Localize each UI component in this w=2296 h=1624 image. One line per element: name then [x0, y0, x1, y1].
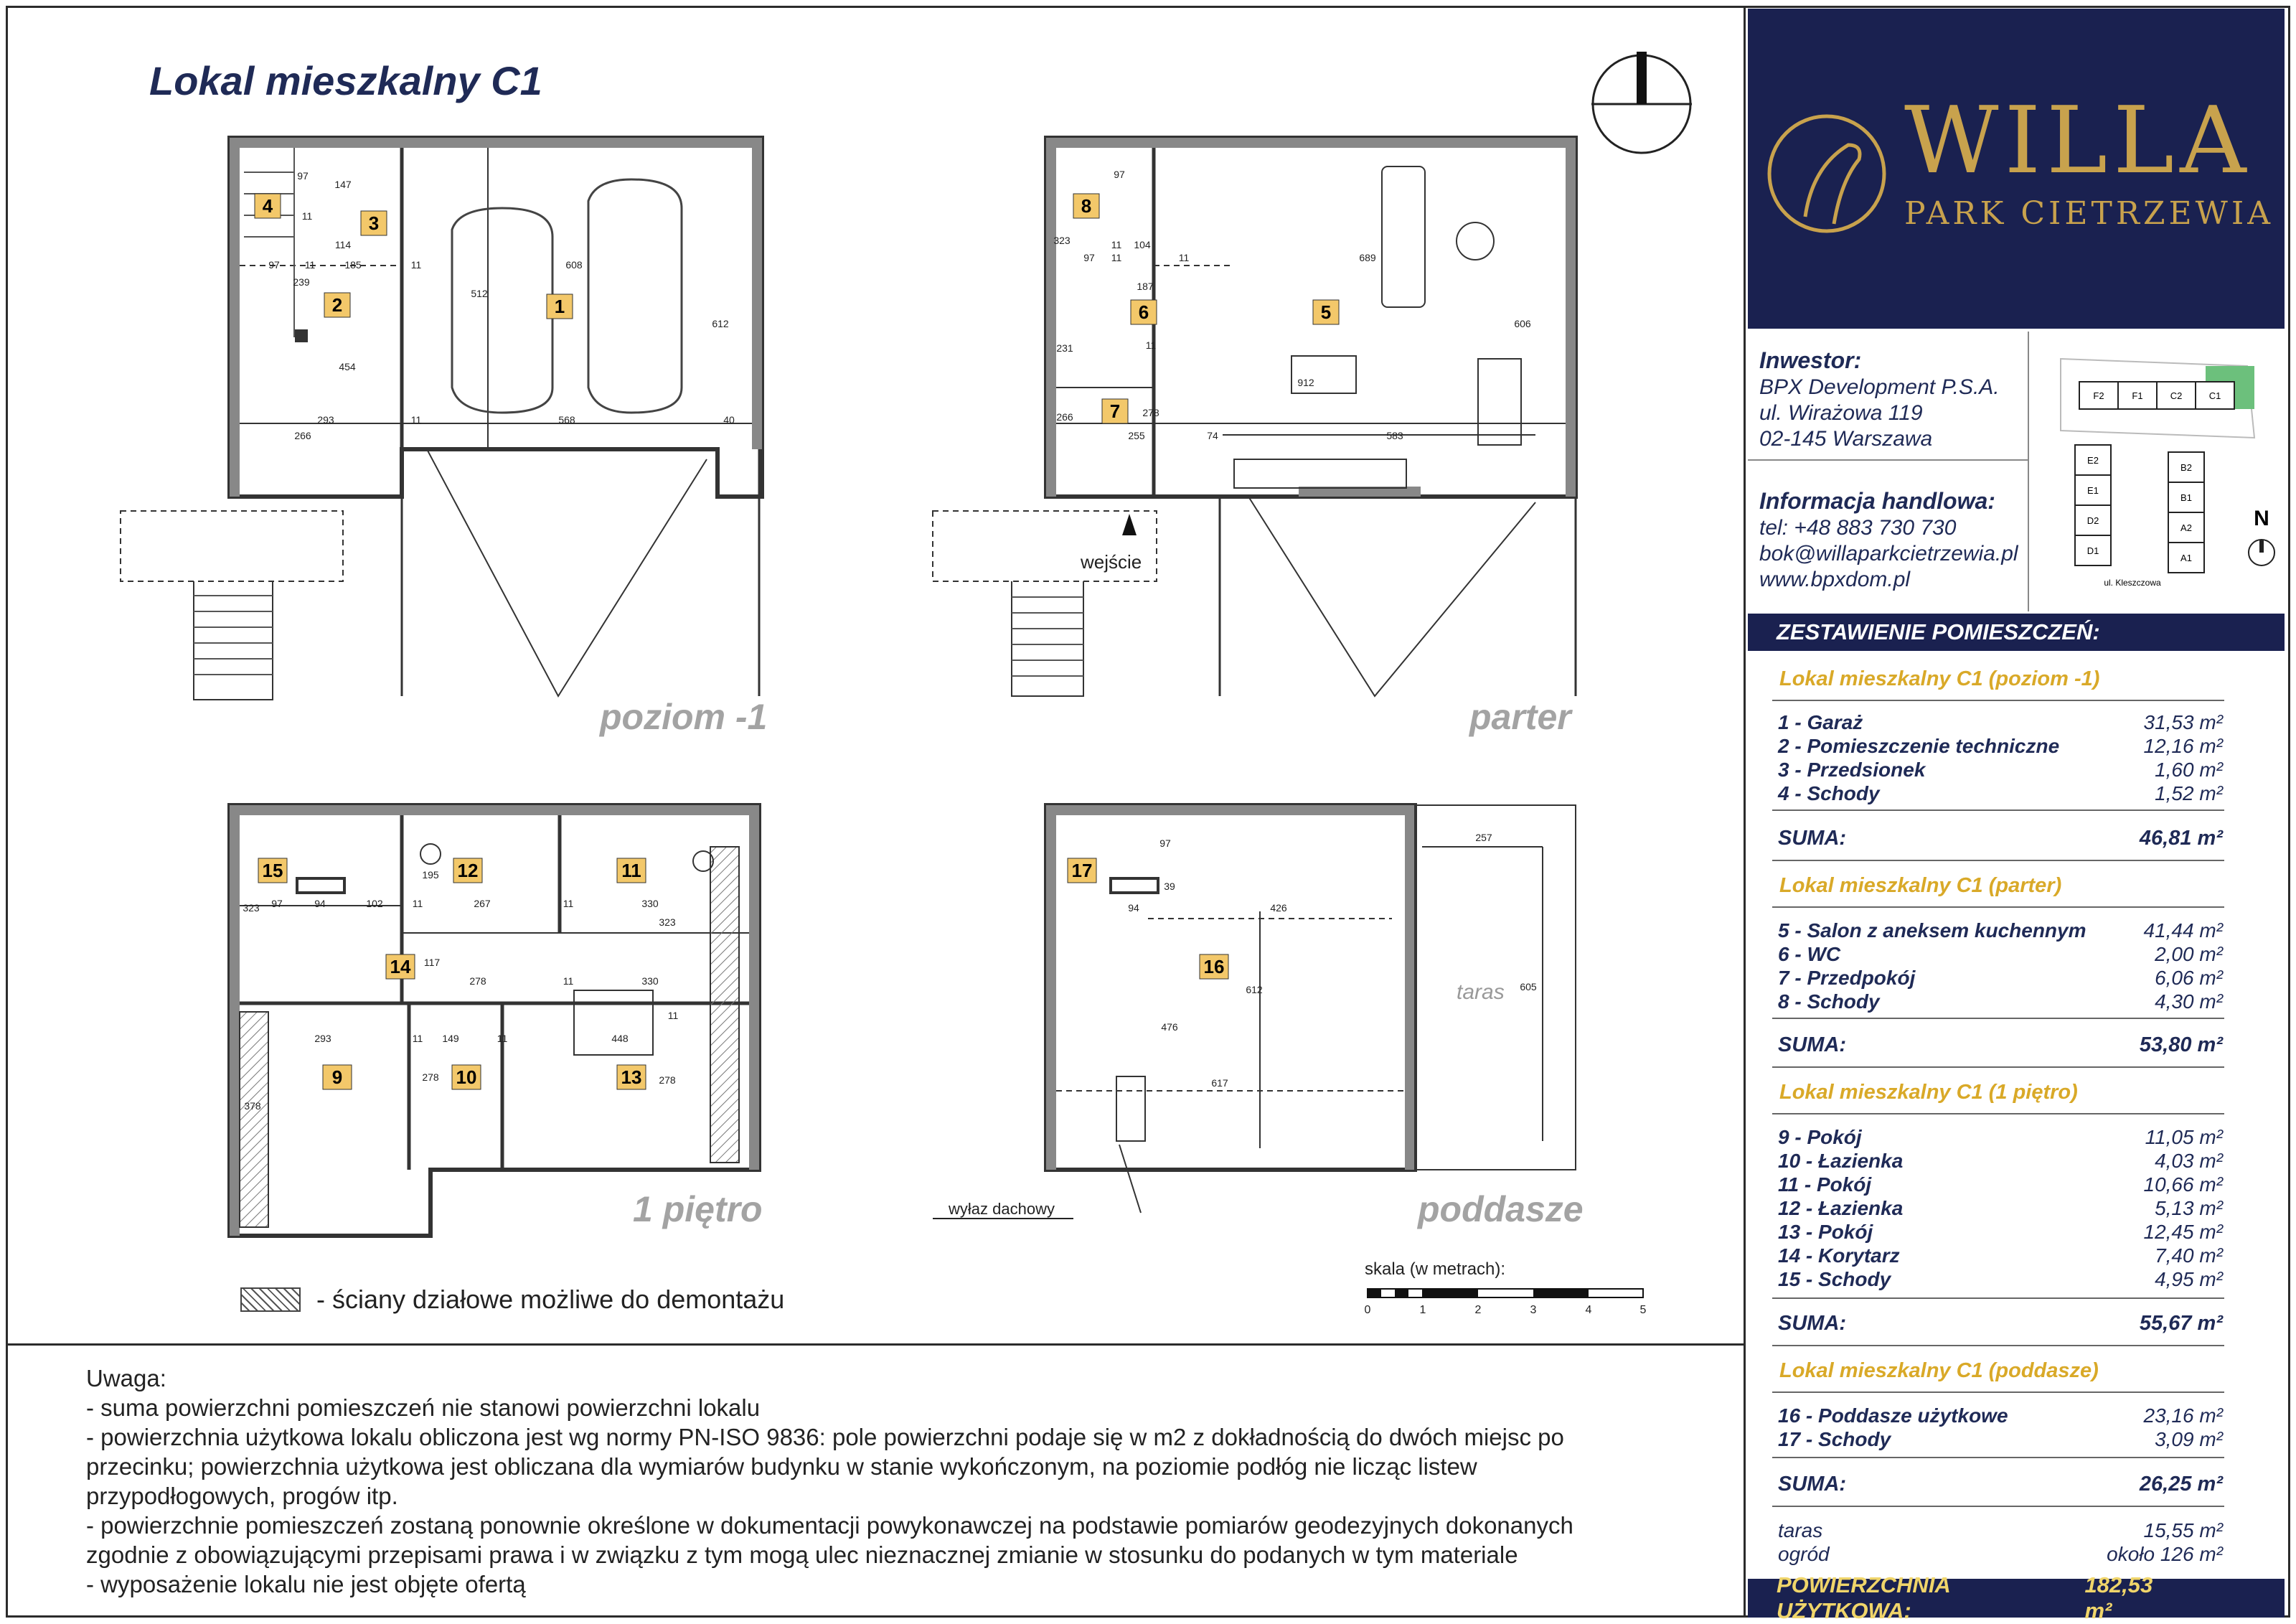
svg-text:2: 2: [331, 294, 343, 316]
section-sum: SUMA: 55,67 m²: [1778, 1312, 2223, 1335]
svg-text:14: 14: [390, 956, 411, 977]
svg-text:11: 11: [497, 1033, 508, 1044]
svg-text:5: 5: [1639, 1304, 1647, 1316]
svg-text:689: 689: [1359, 252, 1376, 263]
svg-text:323: 323: [1053, 235, 1071, 246]
svg-text:187: 187: [1137, 281, 1154, 292]
svg-text:102: 102: [366, 898, 383, 909]
svg-text:114: 114: [334, 239, 352, 250]
room-badge-8: [1073, 194, 1099, 218]
room-badge-17: [1068, 858, 1096, 883]
svg-text:11: 11: [1145, 339, 1157, 351]
room-badge-1: [547, 294, 573, 319]
svg-text:608: 608: [565, 259, 583, 271]
svg-text:3: 3: [1530, 1304, 1537, 1316]
scale-bar: [1365, 1259, 1647, 1316]
svg-text:231: 231: [1056, 342, 1073, 354]
svg-text:97: 97: [1083, 252, 1095, 263]
svg-text:278: 278: [1142, 407, 1159, 418]
section-title: Lokal mieszkalny C1 (poddasze): [1779, 1359, 2099, 1382]
room-badge-10: [452, 1065, 481, 1089]
svg-text:12: 12: [457, 860, 479, 881]
svg-text:4: 4: [1585, 1304, 1592, 1316]
plan-ground: [933, 138, 1576, 696]
svg-text:3: 3: [368, 212, 380, 234]
svg-text:11: 11: [301, 210, 313, 222]
table-rule: [1772, 1506, 2224, 1507]
section-rooms: [1778, 1404, 2223, 1451]
room-row: 2 - Pomieszczenie techniczne 12,16 m²: [1778, 735, 2223, 757]
investor-label: Inwestor:: [1759, 347, 1862, 373]
section-rooms: [1778, 1125, 2223, 1291]
room-row: 5 - Salon z aneksem kuchennym 41,44 m²: [1778, 919, 2223, 942]
svg-text:454: 454: [339, 361, 356, 372]
svg-text:2: 2: [1474, 1304, 1482, 1316]
terrace-label: taras: [1457, 980, 1505, 1004]
notes-line: - suma powierzchni pomieszczeń nie stanowi powierzchni lokalu: [86, 1394, 761, 1421]
svg-text:skala (w metrach):: skala (w metrach):: [1365, 1259, 1506, 1279]
svg-text:11: 11: [667, 1010, 679, 1021]
room-row: 11 - Pokój 10,66 m²: [1778, 1173, 2223, 1196]
svg-text:266: 266: [294, 430, 311, 441]
table-rule: [1772, 1297, 2224, 1299]
svg-text:476: 476: [1161, 1021, 1178, 1033]
sales-web: www.bpxdom.pl: [1759, 568, 1911, 591]
svg-text:11: 11: [304, 259, 316, 271]
room-row: 12 - Łazienka 5,13 m²: [1778, 1197, 2223, 1219]
total-area: [1748, 1572, 2285, 1623]
svg-text:B1: B1: [2180, 492, 2192, 503]
svg-text:267: 267: [474, 898, 491, 909]
notes: [86, 1363, 1693, 1599]
svg-text:617: 617: [1211, 1077, 1228, 1089]
svg-text:257: 257: [1475, 832, 1492, 843]
svg-text:16: 16: [1203, 956, 1225, 977]
svg-text:E2: E2: [2087, 455, 2099, 466]
table-rule: [1772, 1018, 2224, 1019]
svg-text:583: 583: [1386, 430, 1403, 441]
sales-label: Informacja handlowa:: [1759, 488, 1995, 514]
plan-basement: [121, 138, 762, 700]
plan-first: [230, 805, 759, 1236]
svg-text:330: 330: [641, 898, 659, 909]
total-value: 182,53 m²: [2084, 1572, 2153, 1623]
sales-email: bok@willaparkcietrzewia.pl: [1759, 542, 2018, 565]
svg-text:94: 94: [1128, 902, 1139, 914]
extra-areas: [1778, 1519, 2223, 1566]
sidebar-divider: [1744, 6, 1746, 1618]
room-badge-2: [324, 293, 350, 317]
svg-text:293: 293: [317, 414, 334, 426]
table-rule: [1772, 1391, 2224, 1393]
svg-text:0: 0: [1364, 1304, 1371, 1316]
section-rooms: [1778, 919, 2223, 1013]
room-row: 13 - Pokój 12,45 m²: [1778, 1221, 2223, 1243]
svg-text:117: 117: [423, 957, 441, 968]
room-badge-16: [1200, 954, 1228, 979]
notes-line: przecinku; powierzchnia użytkowa jest obliczana dla wymiarów budynku w stanie wykończonym, na poziomie podłóg nie licząc listew: [86, 1453, 1477, 1480]
svg-text:147: 147: [334, 179, 352, 190]
rooms-table-heading: ZESTAWIENIE POMIESZCZEŃ:: [1748, 614, 2285, 651]
notes-line: - powierzchnia użytkowa lokalu obliczona jest wg normy PN-ISO 9836: pole powierzchni podaje się w m2 z dokładnością do dwóch miejsc po: [86, 1424, 1564, 1450]
room-row: 14 - Korytarz 7,40 m²: [1778, 1244, 2223, 1267]
room-row: 10 - Łazienka 4,03 m²: [1778, 1150, 2223, 1172]
table-rule: [1772, 1345, 2224, 1346]
table-rule: [1772, 700, 2224, 701]
svg-text:74: 74: [1207, 430, 1218, 441]
brand-logo: [1748, 9, 2285, 329]
svg-text:11: 11: [563, 975, 574, 987]
legend-text: - ściany działowe możliwe do demontażu: [316, 1285, 785, 1314]
svg-text:97: 97: [297, 170, 309, 182]
section-title: Lokal mieszkalny C1 (poziom -1): [1779, 667, 2100, 690]
notes-heading: Uwaga:: [86, 1365, 166, 1391]
svg-text:426: 426: [1270, 902, 1287, 914]
svg-text:278: 278: [659, 1074, 676, 1086]
svg-text:1: 1: [554, 296, 565, 317]
room-row: 3 - Przedsionek 1,60 m²: [1778, 759, 2223, 781]
svg-text:195: 195: [422, 869, 439, 881]
table-rule: [1772, 1113, 2224, 1114]
svg-text:C2: C2: [2170, 390, 2183, 401]
svg-text:448: 448: [611, 1033, 629, 1044]
total-label: POWIERZCHNIA UŻYTKOWA:: [1777, 1572, 1950, 1623]
svg-text:378: 378: [244, 1100, 261, 1112]
svg-text:15: 15: [262, 860, 283, 881]
section-sum: SUMA: 26,25 m²: [1778, 1473, 2223, 1496]
investor-block: [1759, 347, 2000, 452]
investor-line: BPX Development P.S.A.: [1759, 375, 2000, 399]
room-row: 4 - Schody 1,52 m²: [1778, 782, 2223, 804]
svg-text:278: 278: [469, 975, 486, 987]
table-rule: [1772, 809, 2224, 811]
svg-text:97: 97: [1159, 837, 1171, 849]
svg-text:N: N: [2254, 507, 2269, 530]
svg-text:266: 266: [1056, 411, 1073, 423]
room-row: 8 - Schody 4,30 m²: [1778, 990, 2223, 1013]
svg-text:149: 149: [442, 1033, 459, 1044]
section-sum: SUMA: 46,81 m²: [1778, 827, 2223, 850]
svg-text:1: 1: [1419, 1304, 1426, 1316]
svg-text:13: 13: [621, 1066, 642, 1088]
hatch-swatch-icon: [240, 1287, 301, 1312]
notes-line: przypodłogowych, progów itp.: [86, 1483, 398, 1509]
svg-text:97: 97: [268, 259, 280, 271]
section-title: Lokal mieszkalny C1 (1 piętro): [1779, 1081, 2078, 1104]
room-row: 15 - Schody 4,95 m²: [1778, 1268, 2223, 1290]
svg-text:10: 10: [456, 1066, 477, 1088]
svg-text:E1: E1: [2087, 485, 2099, 496]
svg-text:104: 104: [1134, 239, 1151, 250]
room-badge-13: [617, 1065, 646, 1089]
svg-text:97: 97: [271, 898, 283, 909]
roof-hatch-callout: [933, 1200, 1073, 1219]
sitemap-divider: [2028, 332, 2029, 611]
room-row: 17 - Schody 3,09 m²: [1778, 1428, 2223, 1450]
svg-text:6: 6: [1138, 301, 1149, 323]
svg-text:97: 97: [1114, 169, 1125, 180]
section-sum: SUMA: 53,80 m²: [1778, 1033, 2223, 1056]
room-badge-7: [1102, 399, 1128, 423]
svg-text:605: 605: [1520, 981, 1537, 992]
section-rooms: [1778, 710, 2223, 805]
svg-text:4: 4: [262, 195, 273, 217]
svg-text:11: 11: [1111, 252, 1122, 263]
svg-text:11: 11: [412, 1033, 423, 1044]
svg-text:606: 606: [1514, 318, 1531, 329]
room-badge-11: [617, 858, 646, 883]
svg-text:8: 8: [1081, 195, 1092, 217]
svg-text:11: 11: [410, 414, 422, 426]
svg-text:17: 17: [1071, 860, 1093, 881]
section-title: Lokal mieszkalny C1 (parter): [1779, 874, 2062, 897]
garden-row: ogród około 126 m²: [1778, 1543, 2223, 1565]
notes-line: - powierzchnie pomieszczeń zostaną ponownie określone w dokumentacji powykonawczej na podstawie pomiarów geodezyjnych dokonanych: [86, 1512, 1573, 1539]
svg-text:11: 11: [1111, 239, 1122, 250]
svg-text:wyłaz dachowy: wyłaz dachowy: [949, 1200, 1055, 1218]
investor-line: ul. Wirażowa 119: [1759, 401, 1923, 425]
svg-text:40: 40: [723, 414, 735, 426]
svg-text:94: 94: [314, 898, 326, 909]
svg-text:D1: D1: [2086, 545, 2099, 556]
entrance-label: wejście: [1081, 551, 1142, 573]
table-rule: [1772, 1066, 2224, 1068]
notes-divider: [6, 1343, 1745, 1346]
svg-text:5: 5: [1320, 301, 1332, 323]
svg-text:612: 612: [712, 318, 729, 329]
level-ground-label: parter: [1469, 697, 1571, 737]
svg-text:F1: F1: [2132, 390, 2143, 401]
legend: [240, 1285, 784, 1315]
room-row: 16 - Poddasze użytkowe 23,16 m²: [1778, 1404, 2223, 1427]
room-row: 7 - Przedpokój 6,06 m²: [1778, 967, 2223, 989]
svg-text:11: 11: [412, 898, 423, 909]
svg-text:293: 293: [314, 1033, 331, 1044]
svg-text:D2: D2: [2086, 515, 2099, 526]
svg-text:239: 239: [293, 276, 310, 288]
room-badge-12: [453, 858, 482, 883]
brand-name: WILLA: [1904, 88, 2252, 194]
investor-line: 02-145 Warszawa: [1759, 427, 1933, 451]
svg-text:11: 11: [410, 259, 422, 271]
svg-text:C1: C1: [2208, 390, 2221, 401]
info-divider: [1748, 459, 2028, 461]
svg-text:B2: B2: [2180, 462, 2192, 473]
level-first-label: 1 piętro: [633, 1189, 763, 1229]
room-badge-14: [386, 954, 415, 979]
room-row: 1 - Garaż 31,53 m²: [1778, 711, 2223, 733]
room-row: 9 - Pokój 11,05 m²: [1778, 1126, 2223, 1148]
room-badge-3: [361, 211, 387, 235]
svg-text:255: 255: [1128, 430, 1145, 441]
svg-text:278: 278: [422, 1071, 439, 1083]
svg-text:A2: A2: [2180, 522, 2192, 533]
room-row: 6 - WC 2,00 m²: [1778, 943, 2223, 965]
svg-text:568: 568: [558, 414, 575, 426]
svg-text:A1: A1: [2180, 553, 2192, 563]
table-rule: [1772, 860, 2224, 861]
svg-text:ul. Kleszczowa: ul. Kleszczowa: [2104, 578, 2161, 588]
svg-text:11: 11: [621, 860, 641, 881]
terrace-row: taras 15,55 m²: [1778, 1519, 2223, 1541]
level-attic-label: poddasze: [1418, 1189, 1584, 1229]
sales-block: [1759, 488, 2018, 593]
svg-text:39: 39: [1164, 881, 1175, 892]
bird-logo-icon: [1762, 102, 1891, 245]
room-badge-6: [1131, 300, 1157, 324]
site-map: [2032, 337, 2283, 610]
svg-text:11: 11: [1178, 252, 1190, 263]
svg-text:912: 912: [1297, 377, 1314, 388]
room-badge-5: [1313, 300, 1339, 324]
svg-text:323: 323: [243, 902, 260, 914]
svg-text:330: 330: [641, 975, 659, 987]
room-badge-4: [255, 194, 281, 218]
svg-text:323: 323: [659, 916, 676, 928]
plan-attic: [1046, 805, 1576, 1213]
level-basement-label: poziom -1: [600, 697, 768, 737]
notes-line: - wyposażenie lokalu nie jest objęte ofertą: [86, 1571, 526, 1597]
room-badge-9: [323, 1065, 352, 1089]
table-rule: [1772, 1457, 2224, 1458]
sales-phone: tel: +48 883 730 730: [1759, 516, 1957, 540]
svg-text:F2: F2: [2093, 390, 2104, 401]
page-title: Lokal mieszkalny C1: [149, 58, 542, 103]
svg-text:7: 7: [1109, 400, 1121, 422]
svg-text:185: 185: [344, 259, 362, 271]
table-rule: [1772, 906, 2224, 908]
room-badge-15: [258, 858, 287, 883]
brand-subtitle: PARK CIETRZEWIA: [1904, 195, 2274, 232]
compass-icon: [1591, 52, 1692, 153]
svg-text:612: 612: [1246, 984, 1263, 995]
svg-text:512: 512: [471, 288, 488, 299]
notes-line: zgodnie z obowiązującymi przepisami prawa i w związku z tym mogą ulec nieznacznej zmianie w stosunku do podanych w tym materiale: [86, 1541, 1518, 1568]
svg-text:9: 9: [331, 1066, 343, 1088]
svg-text:11: 11: [563, 898, 574, 909]
